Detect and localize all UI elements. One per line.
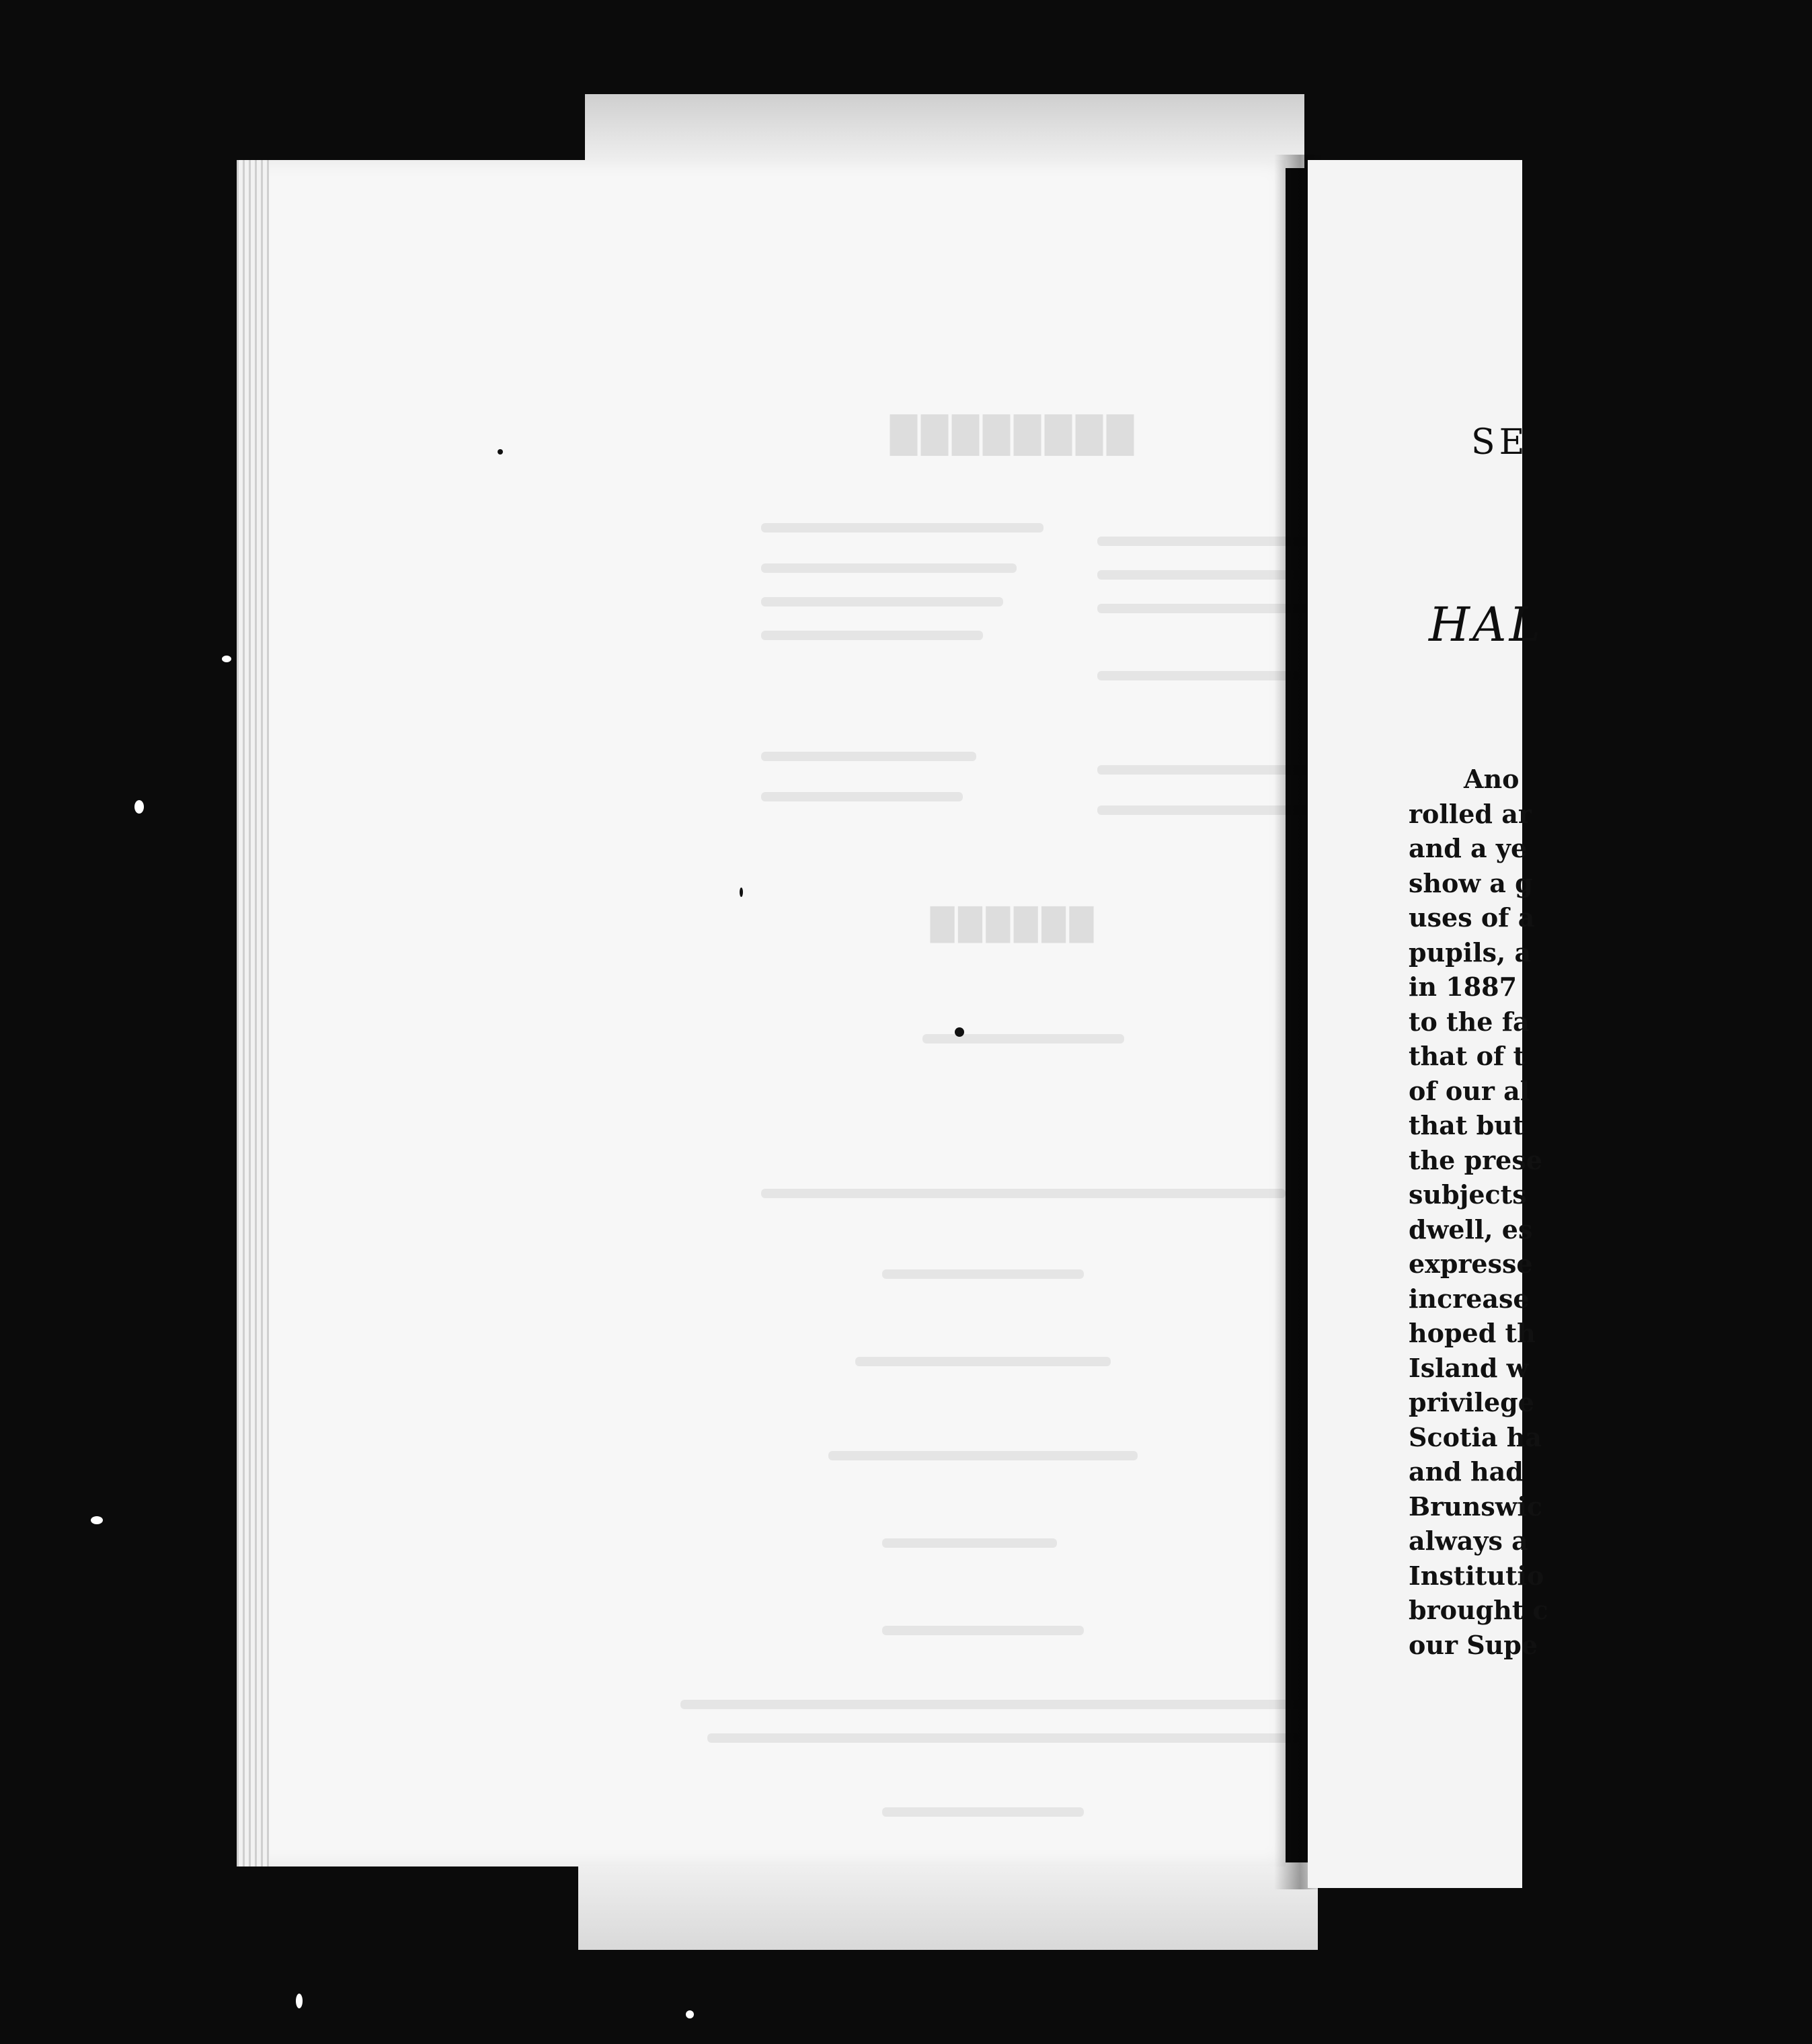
- body-line: Institutio: [1409, 1560, 1544, 1591]
- body-line: brought c: [1409, 1595, 1548, 1625]
- ghost-line: [680, 1700, 1339, 1709]
- page-heading: SE: [1471, 422, 1529, 463]
- body-line: always a: [1409, 1526, 1528, 1556]
- ghost-line: [855, 1357, 1111, 1366]
- body-line: that but: [1409, 1110, 1525, 1140]
- ghost-line: [761, 792, 963, 801]
- body-line: hoped th: [1409, 1318, 1536, 1348]
- ghost-line: [707, 1733, 1299, 1743]
- body-line: Brunswic: [1409, 1491, 1543, 1522]
- body-line: the prese: [1409, 1144, 1542, 1175]
- body-line: increase: [1409, 1283, 1530, 1314]
- ghost-line: [761, 597, 1003, 606]
- ghost-line: [882, 1269, 1084, 1279]
- body-line: expresse: [1409, 1249, 1533, 1279]
- body-line: Ano: [1464, 764, 1520, 794]
- body-line: and a ye: [1409, 833, 1528, 863]
- body-line: Island w: [1409, 1352, 1529, 1383]
- body-line: Scotia ha: [1409, 1421, 1542, 1452]
- body-line: and had: [1409, 1456, 1524, 1487]
- scan-blemish: [955, 1027, 964, 1037]
- body-line: uses of a: [1409, 902, 1535, 933]
- body-line: subjects: [1409, 1179, 1527, 1210]
- scan-blemish: [740, 888, 743, 897]
- body-line: our Supe: [1409, 1629, 1538, 1660]
- ghost-line: [882, 1626, 1084, 1635]
- ghost-line: [882, 1538, 1057, 1548]
- ghost-line: [882, 1807, 1084, 1817]
- ghost-line: [761, 563, 1017, 573]
- body-line: dwell, es: [1409, 1214, 1533, 1245]
- scan-speck: [91, 1516, 103, 1524]
- body-line: privilege: [1409, 1387, 1534, 1417]
- scan-speck: [222, 656, 231, 662]
- ghost-line: [1097, 671, 1299, 680]
- body-line: of our al: [1409, 1075, 1530, 1106]
- ghost-line: [922, 1034, 1124, 1044]
- left-page: [237, 160, 1286, 1866]
- ghost-line: [761, 752, 976, 761]
- right-page: [1308, 160, 1548, 1888]
- section-heading: HAL: [1429, 597, 1544, 652]
- body-line: to the fa: [1409, 1006, 1530, 1037]
- paper-strip-bottom: [578, 1862, 1318, 1950]
- ghost-line: [828, 1451, 1138, 1460]
- ghost-line: [761, 1189, 1286, 1198]
- body-text: [1409, 762, 1812, 1662]
- scan-speck: [134, 800, 144, 814]
- scan-speck: [296, 1994, 303, 2008]
- ghost-heading: ██████: [926, 906, 1094, 943]
- body-line: pupils, a: [1409, 937, 1532, 968]
- paper-strip-top: [585, 94, 1304, 168]
- body-line: rolled ar: [1409, 798, 1532, 829]
- ghost-heading: ████████: [886, 416, 1134, 456]
- body-line: show a g: [1409, 867, 1533, 898]
- ghost-line: [761, 631, 983, 640]
- left-page-edge: [237, 160, 269, 1866]
- body-line: that of t: [1409, 1041, 1526, 1071]
- scan-speck: [686, 2010, 694, 2018]
- scan-blemish: [498, 449, 503, 455]
- body-line: in 1887: [1409, 972, 1518, 1002]
- ghost-line: [761, 523, 1043, 533]
